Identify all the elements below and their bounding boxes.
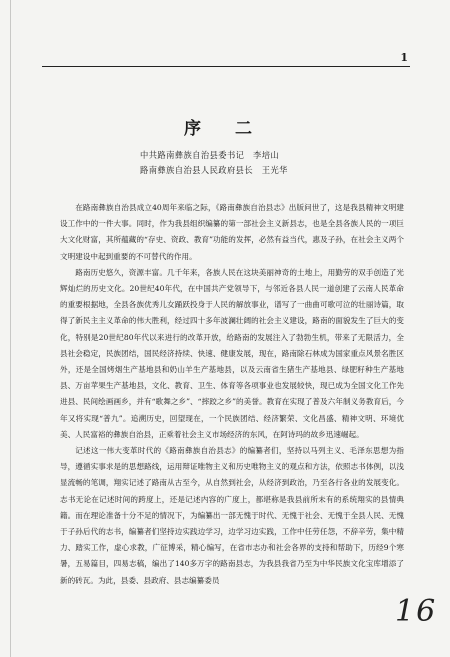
paragraph: 在路南彝族自治县成立40周年来临之际，《路南彝族自治县志》出版问世了，这是我县精神文明建设工作中的一件大事。同时，作为我县组织编纂的第一部社会主义新县志，也是全县各族人民的一项巨大文化财富，其所蕴藏的“存史、资政、教育”功能的发挥，必然有益当代，惠及子孙，在社会主义两个文明建设中起到重要的不可替代的作用。 bbox=[60, 203, 404, 261]
page-edge bbox=[10, 0, 11, 657]
header-rule bbox=[42, 66, 410, 67]
paragraph: 记述这一伟大变革时代的《路南彝族自治县志》的编纂者们，坚持以马列主义、毛泽东思想为指导，遵循实事求是的思想路线，运用辩证唯物主义和历史唯物主义的观点和方法，依照志书体例，以浅显流畅的笔调，翔实记述了路南从古至今，从自然到社会，从经济到政治，乃至各行各业的发展变化。志书无论在记述时间的跨度上，还是记述内容的广度上，都堪称是我县前所未有的系统翔实的县情典籍。而在理论准备十分不足的情况下，为编纂出一部无愧于时代、无愧于社会、无愧于全县人民、无愧于子孙后代的志书，编纂者们坚持边实践边学习，边学习边实践，工作中任劳任怨，不辞辛劳，集中精力、踏实工作，虚心求教，广征博采，精心编写，在省市志办和社会各界的支持和帮助下，历经9个寒暑，五易篇目，四易志稿，编出了140多万字的路南县志，为我县我省乃至为中华民族文化宝库增添了新的砖瓦。为此，县委、县政府、县志编纂委员 bbox=[60, 446, 404, 585]
author-line: 路南彝族自治县人民政府县长 王光华 bbox=[140, 165, 288, 175]
body-text bbox=[60, 200, 404, 589]
author-line: 中共路南彝族自治县委书记 李培山 bbox=[140, 150, 280, 160]
page-title: 序 二 bbox=[184, 119, 266, 139]
page-number: 1 bbox=[400, 51, 408, 64]
handwritten-annotation: 16 bbox=[395, 594, 438, 629]
paragraph: 路南历史悠久，资源丰富。几千年来，各族人民在这块美丽神奇的土地上，用勤劳的双手创造了光辉灿烂的历史文化。20世纪40年代，在中国共产党领导下，与邻近各县人民一道创建了云南人民革命的重要根据地，全县各族优秀儿女踊跃投身于人民的解放事业，谱写了一曲曲可歌可泣的壮丽诗篇，取得了新民主主义革命的伟大胜利，经过四十多年波澜壮阔的社会主义建设，路南的面貌发生了巨大的变化，特别是20世纪80年代以来进行的改革开放，给路南的发展注入了勃勃生机，带来了无限活力，全县社会稳定，民族团结，国民经济持续、快速、健康发展，现在，路南除石林成为国家重点风景名胜区外，还是全国烤烟生产基地县和奶山羊生产基地县，以及云南省生猪生产基地县、绿肥籽种生产基地县、万亩苹果生产基地县，文化、教育、卫生、体育等各项事业也发展较快，现已成为全国文化工作先进县、民间绘画画乡，并有“歌舞之乡”、“摔跤之乡”的美誉。教育在实现了普及六年制义务教育后，今年又将实现“普九”。追溯历史，回望现在，一个民族团结、经济繁荣、文化昌盛、精神文明、环境优美、人民富裕的彝族自治县，正乘着社会主义市场经济的东风，在阿诗玛的故乡迅速崛起。 bbox=[60, 267, 404, 439]
author-block bbox=[140, 148, 288, 178]
